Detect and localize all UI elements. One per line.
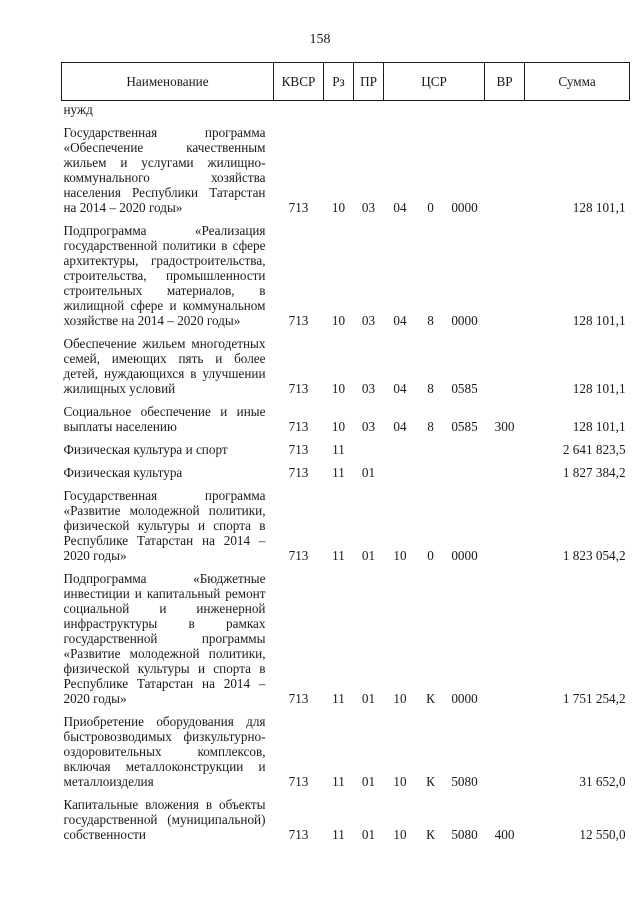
row-pr: 03 [361, 381, 376, 396]
row-vr [485, 434, 525, 457]
page-number: 158 [309, 32, 331, 47]
table-row [62, 434, 630, 457]
row-sum: 128 101,1 [572, 200, 626, 215]
row-kvsr [274, 101, 324, 118]
row-csr-code: 5080 [451, 827, 478, 842]
row-sum: 128 101,1 [572, 313, 626, 328]
row-sum: 1 751 254,2 [562, 691, 626, 706]
row-pr: 03 [361, 419, 376, 434]
row-name: Подпрограмма «Бюджетные инвестиции и капитальный ремонт социальной и инженерной инфраструктуры в рамках государственной программы «Развитие молодежной политики, физической культуры и спорта в Республике Татарстан на 2014 – 2020 годы» [63, 571, 266, 706]
header-kvsr: КВСР [274, 63, 324, 101]
row-csr-program: 10 [393, 548, 407, 563]
row-rz: 11 [332, 442, 345, 457]
header-name: Наименование [62, 63, 274, 101]
row-sum: 2 641 823,5 [562, 442, 626, 457]
row-vr [485, 457, 525, 480]
row-rz: 10 [331, 200, 346, 215]
table-row [62, 215, 630, 328]
row-csr-program: 10 [393, 827, 407, 842]
row-csr-code: 0585 [451, 419, 478, 434]
row-csr-subprogram: К [426, 691, 435, 706]
row-csr-subprogram: 8 [427, 313, 434, 328]
row-name: Государственная программа «Обеспечение качественным жильем и услугами жилищно-коммунального хозяйства населения Республики Татарстан на 2014 – 2020 годы» [63, 125, 266, 215]
row-csr-program: 04 [393, 313, 407, 328]
row-kvsr: 713 [288, 442, 309, 457]
row-vr [485, 563, 525, 706]
row-rz: 11 [332, 548, 345, 563]
header-pr: ПР [354, 63, 384, 101]
row-rz: 11 [332, 691, 345, 706]
header-vr: ВР [485, 63, 525, 101]
table-body [62, 101, 630, 843]
row-kvsr: 713 [288, 200, 309, 215]
row-kvsr: 713 [288, 381, 309, 396]
row-vr [485, 480, 525, 563]
row-csr-subprogram [417, 434, 445, 457]
table-row [62, 706, 630, 789]
row-name: Физическая культура [63, 465, 183, 480]
table-row [62, 480, 630, 563]
row-csr-subprogram [417, 457, 445, 480]
row-kvsr: 713 [288, 774, 309, 789]
row-rz: 10 [331, 381, 346, 396]
row-csr-program: 04 [393, 200, 407, 215]
row-vr [485, 117, 525, 215]
row-name: Подпрограмма «Реализация государственной политики в сфере архитектуры, градостроительства, строительства, промышленности строительных материалов, в жилищной сфере и коммунальном хозяйстве на 2014 – 2020 годы» [63, 223, 266, 328]
header-rz: Рз [324, 63, 354, 101]
row-csr-program: 10 [393, 691, 407, 706]
table-row [62, 117, 630, 215]
row-sum: 128 101,1 [572, 381, 626, 396]
row-name: Государственная программа «Развитие молодежной политики, физической культуры и спорта в Республике Татарстан на 2014 – 2020 годы» [63, 488, 266, 563]
table-row [62, 101, 630, 118]
row-csr-program: 04 [393, 419, 407, 434]
row-vr [485, 215, 525, 328]
row-sum: 31 652,0 [579, 774, 626, 789]
row-sum: 128 101,1 [572, 419, 626, 434]
header-sum: Сумма [525, 63, 630, 101]
row-csr-subprogram: 8 [427, 381, 434, 396]
row-csr-code: 0585 [451, 381, 478, 396]
row-csr-subprogram: 0 [427, 200, 434, 215]
table-row [62, 328, 630, 396]
row-kvsr: 713 [288, 827, 309, 842]
row-vr: 400 [494, 827, 515, 842]
row-pr [354, 434, 384, 457]
row-rz: 11 [332, 774, 345, 789]
table-header [62, 63, 630, 101]
row-sum: 1 823 054,2 [562, 548, 626, 563]
row-rz [324, 101, 354, 118]
row-rz: 10 [331, 419, 346, 434]
row-pr: 01 [361, 548, 376, 563]
row-sum: 12 550,0 [579, 827, 626, 842]
row-csr-code: 0000 [451, 313, 478, 328]
row-pr [354, 101, 384, 118]
row-csr-code: 5080 [451, 774, 478, 789]
header-csr: ЦСР [384, 63, 485, 101]
row-csr-subprogram [417, 101, 445, 118]
row-pr: 01 [361, 774, 376, 789]
table-row [62, 563, 630, 706]
row-sum [525, 101, 630, 118]
row-csr-code [445, 434, 485, 457]
row-csr-program [384, 457, 417, 480]
row-kvsr: 713 [288, 313, 309, 328]
row-csr-program [384, 101, 417, 118]
table-row [62, 396, 630, 434]
row-pr: 03 [361, 200, 376, 215]
row-csr-subprogram: 0 [427, 548, 434, 563]
row-kvsr: 713 [288, 548, 309, 563]
row-csr-subprogram: К [426, 774, 435, 789]
table-row [62, 457, 630, 480]
table-row [62, 789, 630, 842]
row-pr: 01 [361, 691, 376, 706]
row-name: Капитальные вложения в объекты государственной (муниципальной) собственности [63, 797, 266, 842]
row-csr-code: 0000 [451, 200, 478, 215]
row-vr [485, 101, 525, 118]
row-sum: 1 827 384,2 [562, 465, 626, 480]
row-name: нужд [63, 102, 93, 117]
row-name: Обеспечение жильем многодетных семей, имеющих пять и более детей, нуждающихся в улучшении жилищных условий [63, 336, 266, 396]
row-csr-code: 0000 [451, 691, 478, 706]
row-csr-code [445, 457, 485, 480]
row-rz: 10 [331, 313, 346, 328]
row-vr: 300 [494, 419, 515, 434]
row-kvsr: 713 [288, 691, 309, 706]
row-name: Приобретение оборудования для быстровозводимых физкультурно-оздоровительных комплексов, включая металлоконструкции и металлоизделия [63, 714, 266, 789]
budget-table [61, 62, 630, 842]
row-csr-code [445, 101, 485, 118]
row-pr: 03 [361, 313, 376, 328]
row-csr-subprogram: К [426, 827, 435, 842]
row-kvsr: 713 [288, 419, 309, 434]
row-name: Социальное обеспечение и иные выплаты населению [63, 404, 266, 434]
row-name: Физическая культура и спорт [63, 442, 228, 457]
row-pr: 01 [361, 827, 376, 842]
row-rz: 11 [332, 465, 345, 480]
row-csr-program [384, 434, 417, 457]
row-vr [485, 706, 525, 789]
row-vr [485, 328, 525, 396]
row-csr-program: 10 [393, 774, 407, 789]
row-kvsr: 713 [288, 465, 309, 480]
row-csr-program: 04 [393, 381, 407, 396]
row-csr-code: 0000 [451, 548, 478, 563]
row-csr-subprogram: 8 [427, 419, 434, 434]
row-pr: 01 [361, 465, 376, 480]
row-rz: 11 [332, 827, 345, 842]
